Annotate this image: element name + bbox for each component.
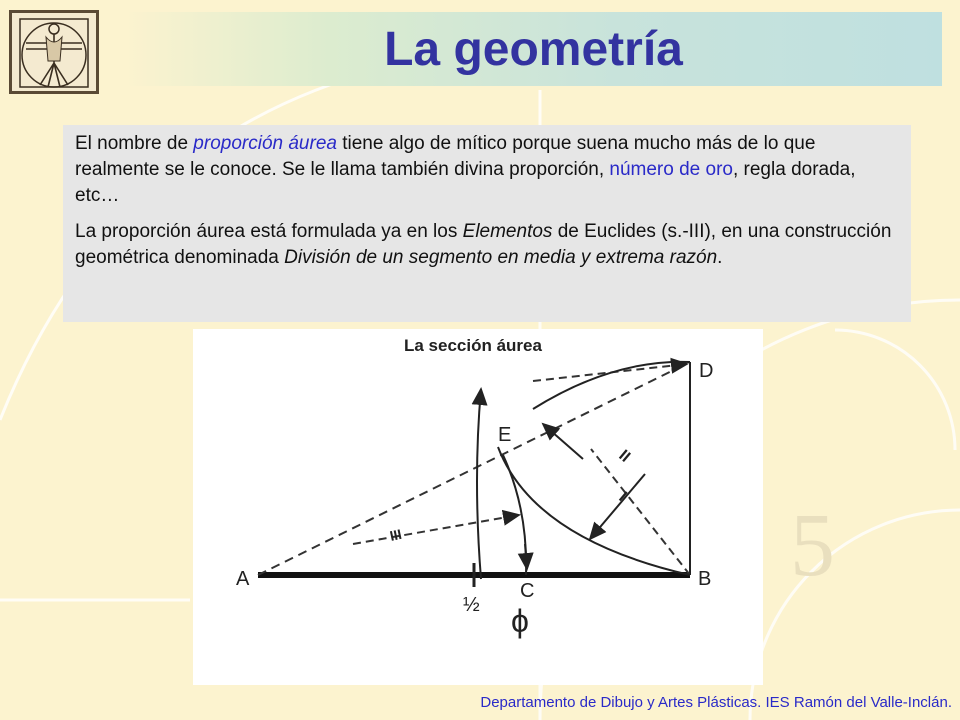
term-division: División de un segmento en media y extrema razón — [284, 247, 718, 268]
arrow-up — [477, 389, 481, 579]
paragraph-intro-text-1: El nombre de — [75, 133, 194, 154]
paragraph-euclid-text-3: . — [717, 247, 723, 268]
vitruvian-man-logo — [9, 10, 99, 94]
title-bar — [125, 12, 942, 86]
segment-ad — [258, 362, 690, 575]
term-golden-ratio: proporción áurea — [193, 133, 337, 154]
label-half: ½ — [463, 594, 480, 616]
label-b: B — [698, 568, 712, 590]
footer-credit: Departamento de Dibujo y Artes Plásticas. IES Ramón del Valle-Inclán. — [480, 694, 952, 711]
paragraph-euclid-text-1: La proporción áurea está formulada ya en los — [75, 221, 463, 242]
term-golden-number: número de oro — [609, 159, 733, 180]
golden-section-diagram — [193, 329, 763, 685]
term-elements: Elementos — [462, 221, 553, 242]
tick-label-ac: III — [388, 525, 404, 544]
arc-outer — [533, 362, 690, 409]
paragraph-intro-text-3: , regla dorada, etc… — [75, 159, 856, 206]
tick-label-bd: II — [615, 447, 634, 466]
arc-a — [503, 455, 526, 575]
arrow-i — [590, 474, 645, 539]
arrow-ii — [543, 424, 583, 459]
vitruvian-man-icon — [12, 13, 96, 91]
label-e: E — [498, 424, 512, 446]
segment-b-diag — [591, 449, 690, 575]
paragraph-intro — [75, 131, 899, 209]
label-c: C — [520, 580, 535, 602]
page-title: La geometría — [384, 22, 683, 76]
text-box — [63, 125, 911, 322]
label-a: A — [236, 568, 250, 590]
paragraph-euclid — [75, 219, 899, 271]
label-d: D — [699, 360, 714, 382]
background-digit: 5 — [790, 496, 835, 595]
paragraph-euclid-text-2: de Euclides (s.-III), en una construcción geométrica denominada — [75, 221, 892, 268]
golden-section-figure — [193, 329, 763, 685]
label-phi: ϕ — [511, 603, 529, 639]
tick-label-ab: I — [615, 489, 630, 505]
paragraph-intro-text-2: tiene algo de mítico porque suena mucho más de lo que realmente se le conoce. Se le llama también divina proporción, — [75, 133, 816, 180]
arrow-iii — [353, 515, 519, 544]
figure-heading: La sección áurea — [404, 336, 542, 355]
